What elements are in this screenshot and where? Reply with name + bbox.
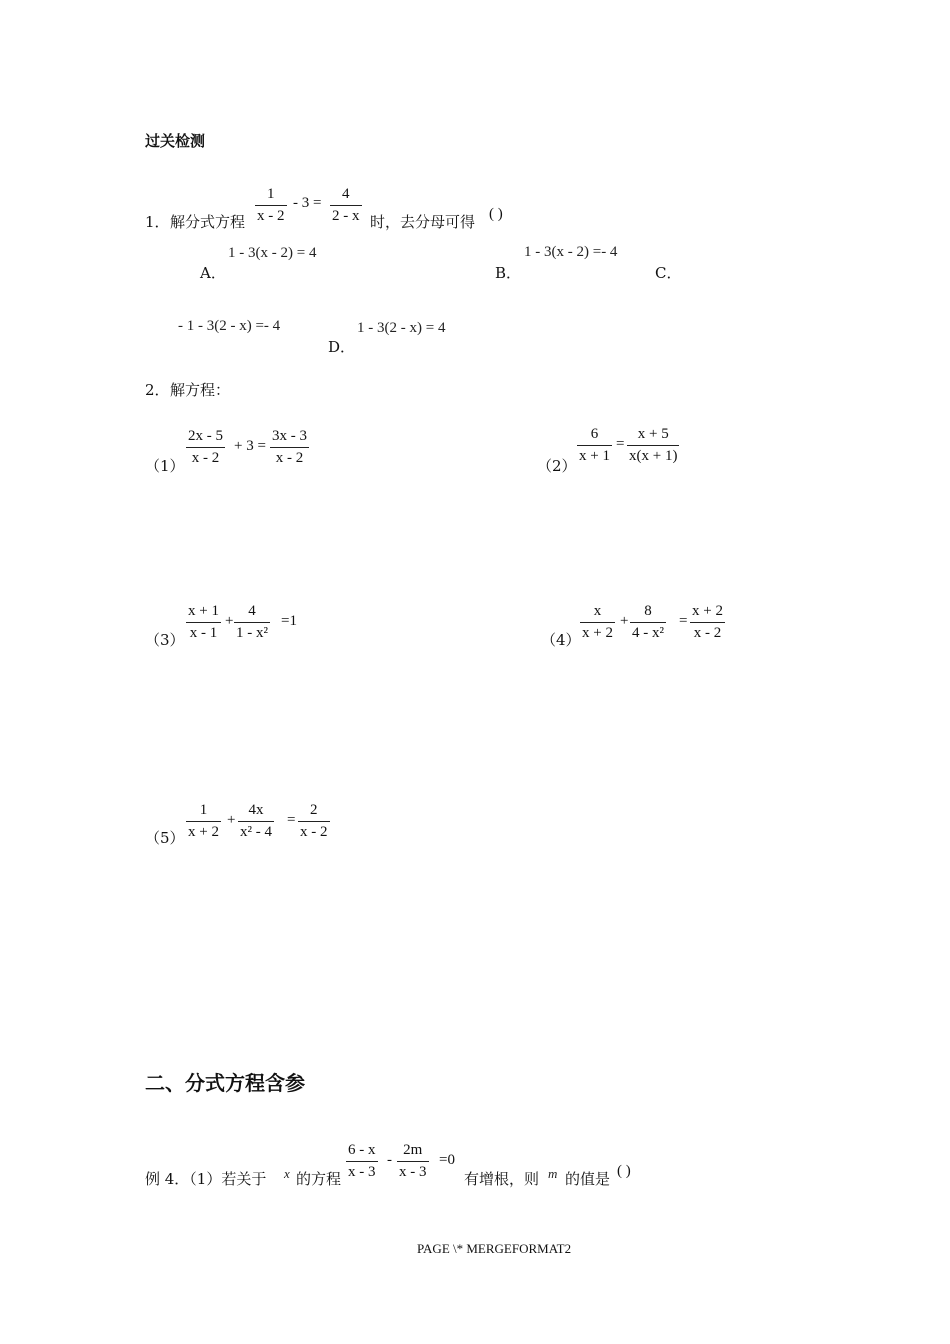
fraction-bar [255, 205, 287, 206]
p2-fraction-right [627, 426, 679, 465]
p4-fraction-1 [580, 603, 615, 642]
p5-frac1-numerator: 1 [199, 802, 208, 818]
fraction-bar [630, 622, 666, 623]
option-d-label: D． [328, 338, 356, 356]
option-b-label: B． [495, 264, 522, 282]
p5-operator-equals: = [287, 812, 296, 828]
fraction-bar [627, 445, 679, 446]
q1-frac1-numerator: 1 [267, 186, 275, 202]
ex4-fraction-2 [397, 1142, 429, 1181]
fraction-bar [397, 1161, 429, 1162]
ex4-frac2-denominator: x - 3 [399, 1164, 427, 1180]
ex4-frac1-numerator: 6 - x [348, 1142, 376, 1158]
fraction-bar [270, 447, 309, 448]
ex4-frac1-denominator: x - 3 [348, 1164, 376, 1180]
p2-frac1-numerator: 6 [590, 426, 599, 442]
p3-operator: + [225, 613, 234, 629]
answer-blank-ex4: ( ) [617, 1163, 631, 1179]
question-1-text-after: 时，去分母可得 [370, 213, 476, 231]
p4-frac1-numerator: x [593, 603, 602, 619]
fraction-bar [238, 821, 274, 822]
ex4-equals-end: =0 [439, 1152, 455, 1168]
fraction-bar [580, 622, 615, 623]
page-footer: PAGE \* MERGEFORMAT2 [417, 1241, 572, 1256]
problem-4-label: （4） [541, 631, 581, 649]
option-d-math: 1 - 3(2 - x) = 4 [357, 320, 446, 336]
p5-frac1-denominator: x + 2 [188, 824, 219, 840]
fraction-bar [186, 447, 225, 448]
section-title-checkpoint: 过关检测 [145, 132, 206, 150]
p3-frac1-numerator: x + 1 [188, 603, 219, 619]
p5-frac3-numerator: 2 [310, 802, 318, 818]
option-b-math: 1 - 3(x - 2) =- 4 [524, 244, 618, 260]
problem-3-label: （3） [145, 631, 185, 649]
option-c-math: - 1 - 3(2 - x) =- 4 [178, 318, 281, 334]
p4-operator-equals: = [679, 613, 688, 629]
p1-fraction-right [270, 428, 309, 467]
p1-operator: + 3 = [234, 438, 266, 454]
ex4-frac2-numerator: 2m [403, 1142, 423, 1158]
p4-operator-plus: + [620, 613, 629, 629]
variable-x: x [284, 1166, 290, 1181]
answer-blank: ( ) [489, 206, 503, 222]
p2-fraction-left [577, 426, 612, 465]
problem-1-label: （1） [145, 457, 185, 475]
example-4-text-after: 有增根，则 [464, 1170, 540, 1188]
p3-frac2-numerator: 4 [248, 603, 256, 619]
q1-equation-middle: - 3 = [293, 195, 322, 211]
p2-frac1-denominator: x + 1 [579, 448, 610, 464]
p5-frac3-denominator: x - 2 [300, 824, 328, 840]
problem-2-label: （2） [537, 457, 577, 475]
fraction-bar [298, 821, 330, 822]
example-4-prefix: 例 4．（1）若关于 [145, 1170, 267, 1188]
option-a-label: A． [200, 264, 226, 282]
ex4-fraction-1 [346, 1142, 378, 1181]
example-4-text-mid: 的方程 [296, 1170, 342, 1188]
fraction-bar [577, 445, 612, 446]
variable-m: m [548, 1166, 558, 1181]
p1-frac1-numerator: 2x - 5 [188, 428, 223, 444]
example-4-text-end: 的值是 [565, 1170, 611, 1188]
fraction-bar [346, 1161, 378, 1162]
section-title-parametric: 二、分式方程含参 [145, 1071, 305, 1095]
q1-frac1-denominator: x - 2 [257, 208, 285, 224]
fraction-bar [234, 622, 270, 623]
p5-operator-plus: + [227, 812, 236, 828]
q1-fraction-right [330, 186, 362, 225]
p3-frac2-denominator: 1 - x² [236, 625, 268, 641]
p2-frac2-denominator: x(x + 1) [629, 448, 678, 464]
p2-frac2-numerator: x + 5 [637, 426, 669, 442]
p4-frac3-numerator: x + 2 [692, 603, 723, 619]
option-a-math: 1 - 3(x - 2) = 4 [228, 245, 317, 261]
p2-operator: = [616, 436, 625, 452]
p3-equals-end: =1 [281, 613, 297, 629]
p4-frac1-denominator: x + 2 [582, 625, 613, 641]
ex4-operator-minus: - [387, 1152, 392, 1168]
question-1-text: 解分式方程 [170, 213, 246, 231]
problem-5-label: （5） [145, 829, 185, 847]
p1-frac1-denominator: x - 2 [191, 450, 220, 466]
fraction-bar [330, 205, 362, 206]
p1-frac2-numerator: 3x - 3 [272, 428, 307, 444]
p3-fraction-left [186, 603, 221, 642]
question-1-number: 1． [145, 213, 170, 231]
p1-fraction-left [186, 428, 225, 467]
q1-frac2-denominator: 2 - x [332, 208, 360, 224]
p5-fraction-3 [298, 802, 330, 841]
question-2-text: 解方程： [170, 381, 231, 399]
p4-frac2-denominator: 4 - x² [632, 625, 664, 641]
p4-frac2-numerator: 8 [644, 603, 652, 619]
p1-frac2-denominator: x - 2 [275, 450, 304, 466]
fraction-bar [186, 821, 221, 822]
p4-frac3-denominator: x - 2 [693, 625, 722, 641]
p5-fraction-2 [238, 802, 274, 841]
question-2-number: 2． [145, 381, 170, 399]
q1-frac2-numerator: 4 [342, 186, 350, 202]
fraction-bar [186, 622, 221, 623]
p4-fraction-3 [690, 603, 725, 642]
p5-frac2-denominator: x² - 4 [240, 824, 272, 840]
p5-frac2-numerator: 4x [248, 802, 264, 818]
p4-fraction-2 [630, 603, 666, 642]
p5-fraction-1 [186, 802, 221, 841]
fraction-bar [690, 622, 725, 623]
p3-fraction-right [234, 603, 270, 642]
option-c-label: C． [655, 264, 682, 282]
q1-fraction-left [255, 186, 287, 225]
p3-frac1-denominator: x - 1 [189, 625, 218, 641]
